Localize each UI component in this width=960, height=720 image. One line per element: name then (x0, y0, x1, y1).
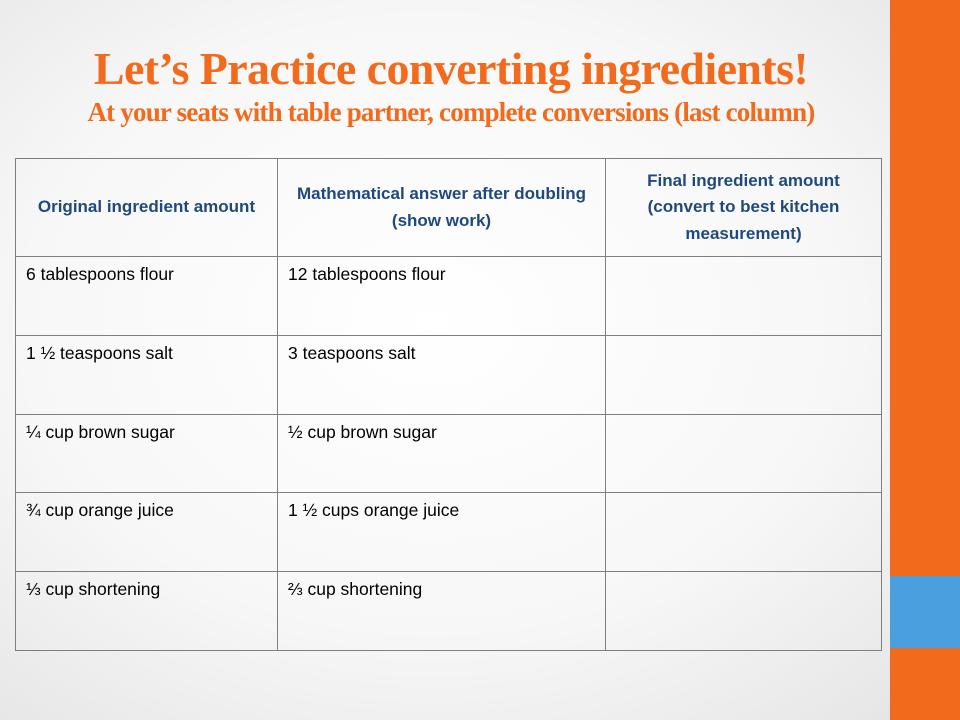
table-row (16, 335, 882, 414)
doubled-amount-cell: ½ cup brown sugar (278, 414, 606, 493)
final-amount-cell[interactable] (606, 572, 882, 651)
doubled-amount-cell: 12 tablespoons flour (278, 257, 606, 336)
original-amount-cell: 1 ½ teaspoons salt (16, 335, 278, 414)
table-header-row (16, 159, 882, 257)
header-original-amount-label: Original ingredient amount (37, 197, 256, 217)
header-doubled-answer-label: Mathematical answer after doubling (show work) (296, 184, 587, 230)
final-amount-cell[interactable] (606, 335, 882, 414)
title-subtitle: At your seats with table partner, complete conversions (last column) (87, 97, 815, 127)
original-amount-cell: ⅓ cup shortening (16, 572, 278, 651)
final-amount-cell[interactable] (606, 257, 882, 336)
original-amount-cell: ¼ cup brown sugar (16, 414, 278, 493)
header-final-amount-label: Final ingredient amount (convert to best kitchen measurement) (647, 170, 840, 243)
doubled-amount-cell: 3 teaspoons salt (278, 335, 606, 414)
final-amount-cell[interactable] (606, 493, 882, 572)
table-row (16, 257, 882, 336)
final-amount-cell[interactable] (606, 414, 882, 493)
original-amount-cell: ¾ cup orange juice (16, 493, 278, 572)
table-row (16, 414, 882, 493)
blue-side-accent (890, 576, 960, 648)
header-final-amount (606, 159, 882, 257)
header-original-amount (16, 159, 278, 257)
doubled-amount-cell: 1 ½ cups orange juice (278, 493, 606, 572)
conversion-table (15, 158, 882, 651)
table-row (16, 493, 882, 572)
doubled-amount-cell: ⅔ cup shortening (278, 572, 606, 651)
title-main: Let’s Practice converting ingredients! (93, 43, 809, 94)
original-amount-cell: 6 tablespoons flour (16, 257, 278, 336)
slide-title (18, 43, 884, 127)
header-doubled-answer (278, 159, 606, 257)
table-row (16, 572, 882, 651)
